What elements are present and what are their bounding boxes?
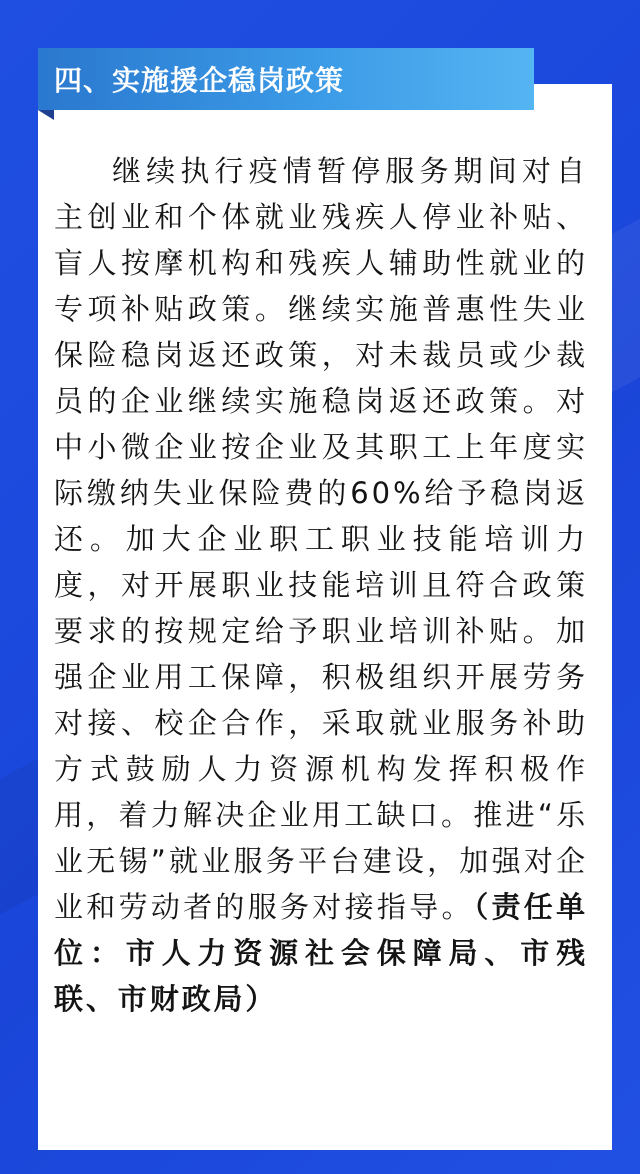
section-title-tab: [38, 48, 534, 110]
policy-paragraph: [54, 148, 588, 1022]
responsible-units: （责任单位：市人力资源社会保障局、市残联、市财政局）: [54, 890, 588, 1016]
section-title: 四、实施援企稳岗政策: [54, 64, 345, 97]
policy-body-text: 继续执行疫情暂停服务期间对自主创业和个体就业残疾人停业补贴、盲人按摩机构和残疾人辅助性就业的专项补贴政策。继续实施普惠性失业保险稳岗返还政策，对未裁员或少裁员的企业继续实施稳岗返还政策。对中小微企业按企业及其职工上年度实际缴纳失业保险费的60%给予稳岗返还。加大企业职工职业技能培训力度，对开展职业技能培训且符合政策要求的按规定给予职业培训补贴。加强企业用工保障，积极组织开展劳务对接、校企合作，采取就业服务补助方式鼓励人力资源机构发挥积极作用，着力解决企业用工缺口。推进“乐业无锡”就业服务平台建设，加强对企业和劳动者的服务对接指导。: [54, 154, 588, 924]
